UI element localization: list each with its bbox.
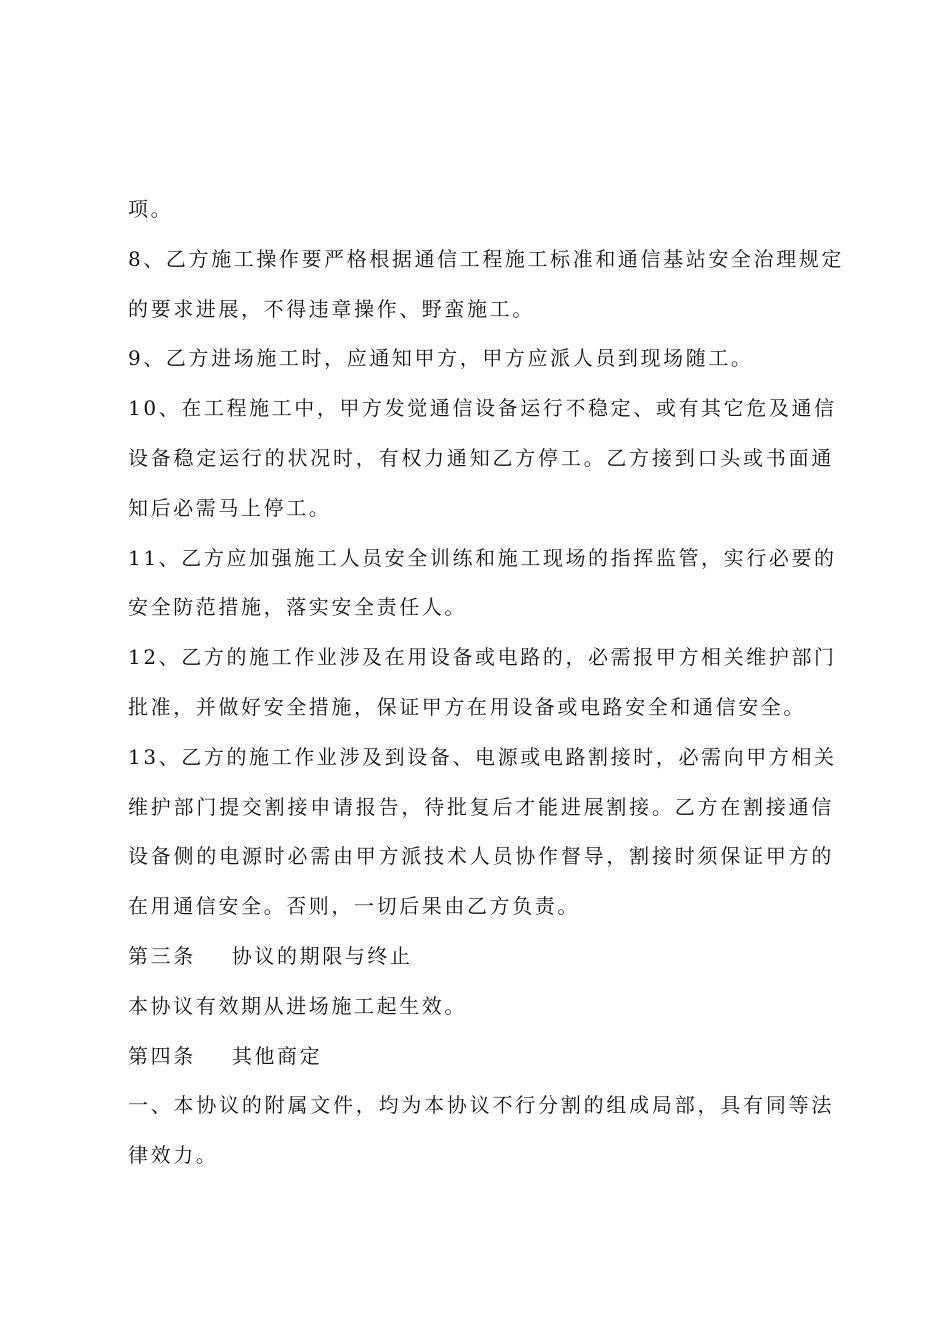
heading-number: 第四条: [128, 1043, 196, 1068]
paragraph: [128, 534, 837, 634]
paragraph-line: 知后必需马上停工。: [128, 495, 332, 520]
paragraph-line: 10、在工程施工中，甲方发觉通信设备运行不稳定、或有其它危及通信: [128, 396, 837, 421]
paragraph-line: 安全防范措施，落实安全责任人。: [128, 595, 467, 620]
paragraph: [128, 185, 834, 235]
paragraph-line: 一、本协议的附属文件，均为本协议不行分割的组成局部，具有同等法: [128, 1093, 834, 1118]
paragraph: [128, 633, 837, 733]
paragraph-line: 9、乙方进场施工时，应通知甲方，甲方应派人员到现场随工。: [128, 346, 754, 371]
paragraph: [128, 334, 834, 384]
paragraph-line: 在用通信安全。否则，一切后果由乙方负责。: [128, 894, 580, 919]
heading-number: 第三条: [128, 943, 196, 968]
section-heading: [128, 932, 834, 982]
paragraph-line: 项。: [128, 197, 174, 221]
document-page: [128, 185, 844, 1181]
paragraph-line: 13、乙方的施工作业涉及到设备、电源或电路割接时，必需向甲方相关: [128, 744, 837, 769]
paragraph-line: 维护部门提交割接申请报告，待批复后才能进展割接。乙方在割接通信: [128, 794, 834, 819]
paragraph-line: 律效力。: [128, 1143, 219, 1168]
paragraph-line: 批准，并做好安全措施，保证甲方在用设备或电路安全和通信安全。: [128, 694, 806, 719]
heading-title: 协议的期限与终止: [231, 943, 413, 968]
paragraph-line: 本协议有效期从进场施工起生效。: [128, 993, 467, 1018]
paragraph-line: 8、乙方施工操作要严格根据通信工程施工标准和通信基站安全治理规定: [128, 246, 844, 271]
paragraph-line: 12、乙方的施工作业涉及在用设备或电路的，必需报甲方相关维护部门: [128, 645, 837, 670]
heading-line: [128, 932, 834, 982]
paragraph: [128, 733, 837, 932]
paragraph: [128, 384, 837, 533]
heading-title: 其他商定: [231, 1043, 323, 1068]
heading-line: [128, 1032, 834, 1082]
paragraph: [128, 982, 834, 1032]
paragraph-line: 的要求进展，不得违章操作、野蛮施工。: [128, 296, 535, 321]
paragraph-line: 11、乙方应加强施工人员安全训练和施工现场的指挥监管，实行必要的: [128, 545, 837, 570]
paragraph: [128, 1081, 834, 1181]
paragraph-line: 设备稳定运行的状况时，有权力通知乙方停工。乙方接到口头或书面通: [128, 445, 834, 470]
paragraph-line: 设备侧的电源时必需由甲方派技术人员协作督导，割接时须保证甲方的: [128, 844, 834, 869]
paragraph: [128, 235, 844, 335]
section-heading: [128, 1032, 834, 1082]
